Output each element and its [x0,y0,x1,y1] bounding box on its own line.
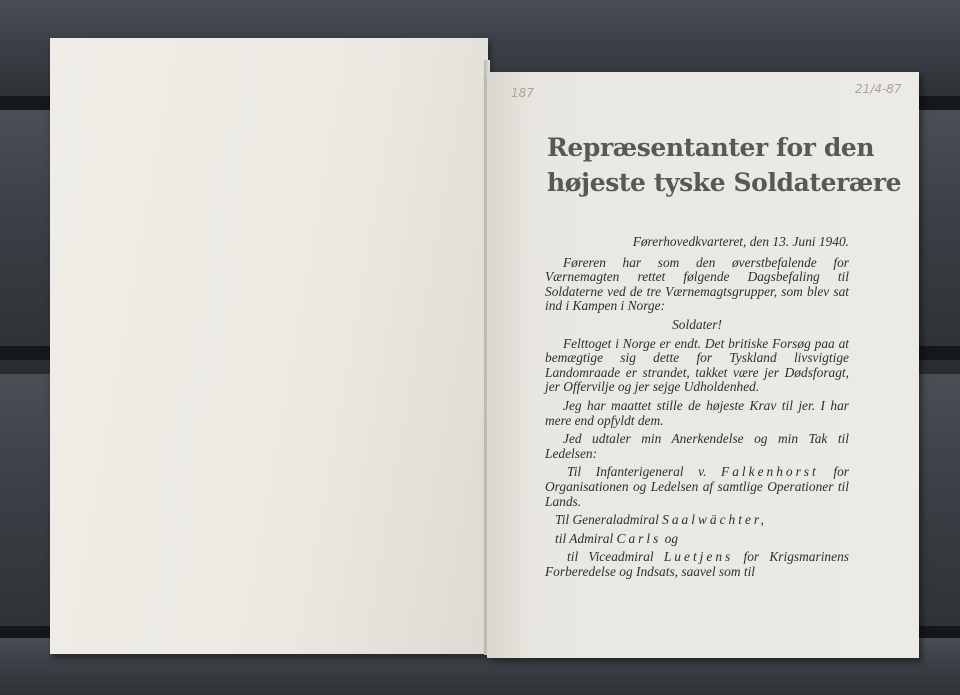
p7-prefix: til Viceadmiral [567,549,654,565]
p5-name: Saalwächter, [662,512,767,528]
p4-name: Falkenhorst [721,464,819,480]
p6-name: Carls [616,530,662,546]
pencil-page-number: 187 [511,86,534,100]
paragraph-4 [545,465,849,509]
intro-paragraph: Føreren har som den øverstbefalende for Værnemagten rettet følgende Dagsbefaling til Soldaterne ved de tre Værnemagtsgrupper, som blev sat ind i Kampen i Norge: [545,254,849,314]
dateline: Førerhovedkvarteret, den 13. Juni 1940. [632,234,849,249]
pencil-date-note: 21/4-87 [855,82,902,96]
title-line-2: højeste tyske Soldaterære [547,168,902,197]
paragraph-1: Felttoget i Norge er endt. Det britiske Forsøg paa at bemægtige sig dette for Tyskland livsvigtige Landomraade er strandet, takket være jer Dødsforagt, jer Offervilje og jer sejge Udholdenhed. [545,335,849,395]
p4-rest: for Organisationen og Ledelsen af samtlige Operationer til Lands. [545,464,849,509]
salutation: Soldater! [672,316,722,332]
blank-left-page [50,38,488,654]
p7-rest: for Krigsmarinens Forberedelse og Indsats, saavel som til [545,549,849,579]
p5-prefix: Til Generaladmiral [555,512,659,528]
printed-right-page [487,72,919,658]
paragraph-7 [545,550,849,579]
title-line-1: Repræsentanter for den [547,133,875,162]
p6-suffix: og [664,530,679,546]
paragraph-3: Jed udtaler min Anerkendelse og min Tak til Ledelsen: [545,431,849,461]
p6-prefix: til Admiral [555,530,614,546]
paragraph-6 [545,532,849,547]
paragraph-2: Jeg har maattet stille de højeste Krav til jer. I har mere end opfyldt dem. [545,397,849,428]
p7-name: Luetjens [663,549,734,565]
page-title [547,130,902,200]
paragraph-5 [545,513,849,528]
p4-prefix: Til Infanterigeneral v. [567,464,707,480]
letter-body [545,235,849,583]
